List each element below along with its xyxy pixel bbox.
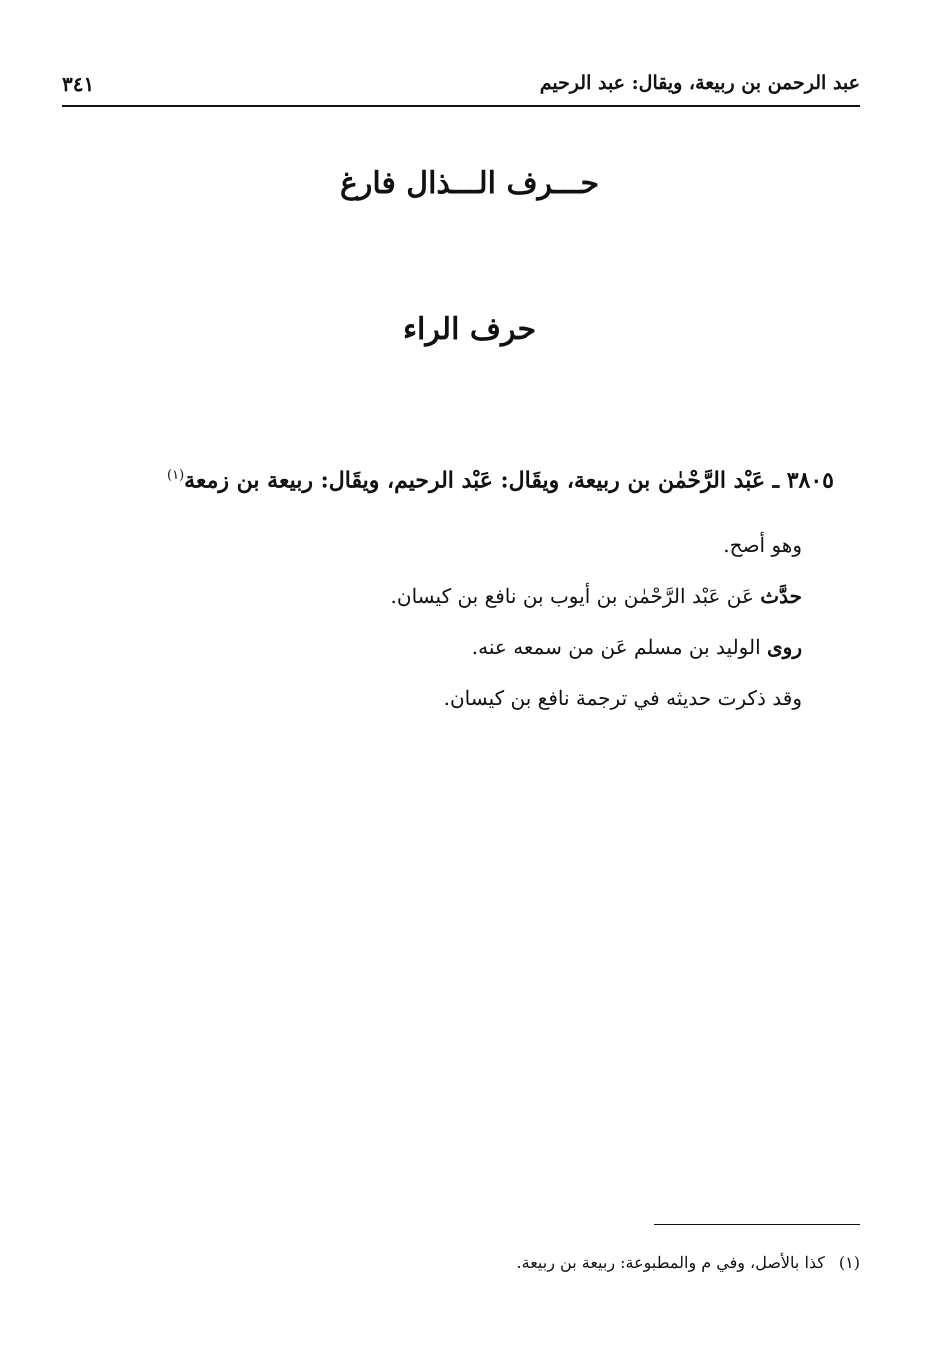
- entry-line-text: عَن عَبْد الرَّحْمٰن بن أيوب بن نافع بن كيسان.: [390, 584, 761, 608]
- entry-title: [94, 458, 834, 498]
- page-number: ٣٤١: [62, 72, 95, 96]
- entry-line-lead: حدَّث: [760, 584, 802, 608]
- footnote-marker: (١): [838, 1253, 860, 1272]
- entry-line: [202, 673, 802, 724]
- heading-empty-letter: حـــرف الـــذال فارغ: [339, 166, 600, 201]
- footnote-reference: (١): [167, 468, 185, 483]
- footnote-text: كذا بالأصل، وفي م والمطبوعة: ربيعة بن ربيعة.: [516, 1253, 825, 1272]
- entry-line-text: وقد ذكرت حديثه في ترجمة نافع بن كيسان.: [443, 686, 802, 710]
- entry-body: [202, 520, 802, 724]
- running-header: [62, 72, 860, 102]
- entry-line: [202, 520, 802, 571]
- entry-line-text: الوليد بن مسلم عَن من سمعه عنه.: [471, 635, 768, 659]
- heading-ra-letter: حرف الراء: [402, 312, 537, 347]
- entry-title-text: ٣٨٠٥ ـ عَبْد الرَّحْمٰن بن ربيعة، ويقَال: عَبْد الرحيم، ويقَال: ربيعة بن زمعة: [184, 467, 834, 494]
- entry-line: [202, 622, 802, 673]
- header-divider: [62, 105, 860, 107]
- entry-line: [202, 571, 802, 622]
- footnote: [160, 1253, 860, 1272]
- running-title: عبد الرحمن بن ربيعة، ويقال: عبد الرحيم: [539, 72, 860, 94]
- entry-line-lead: روى: [767, 635, 802, 659]
- biography-entry: [94, 458, 834, 498]
- entry-line-text: وهو أصح.: [723, 533, 802, 557]
- footnote-divider: [654, 1224, 860, 1225]
